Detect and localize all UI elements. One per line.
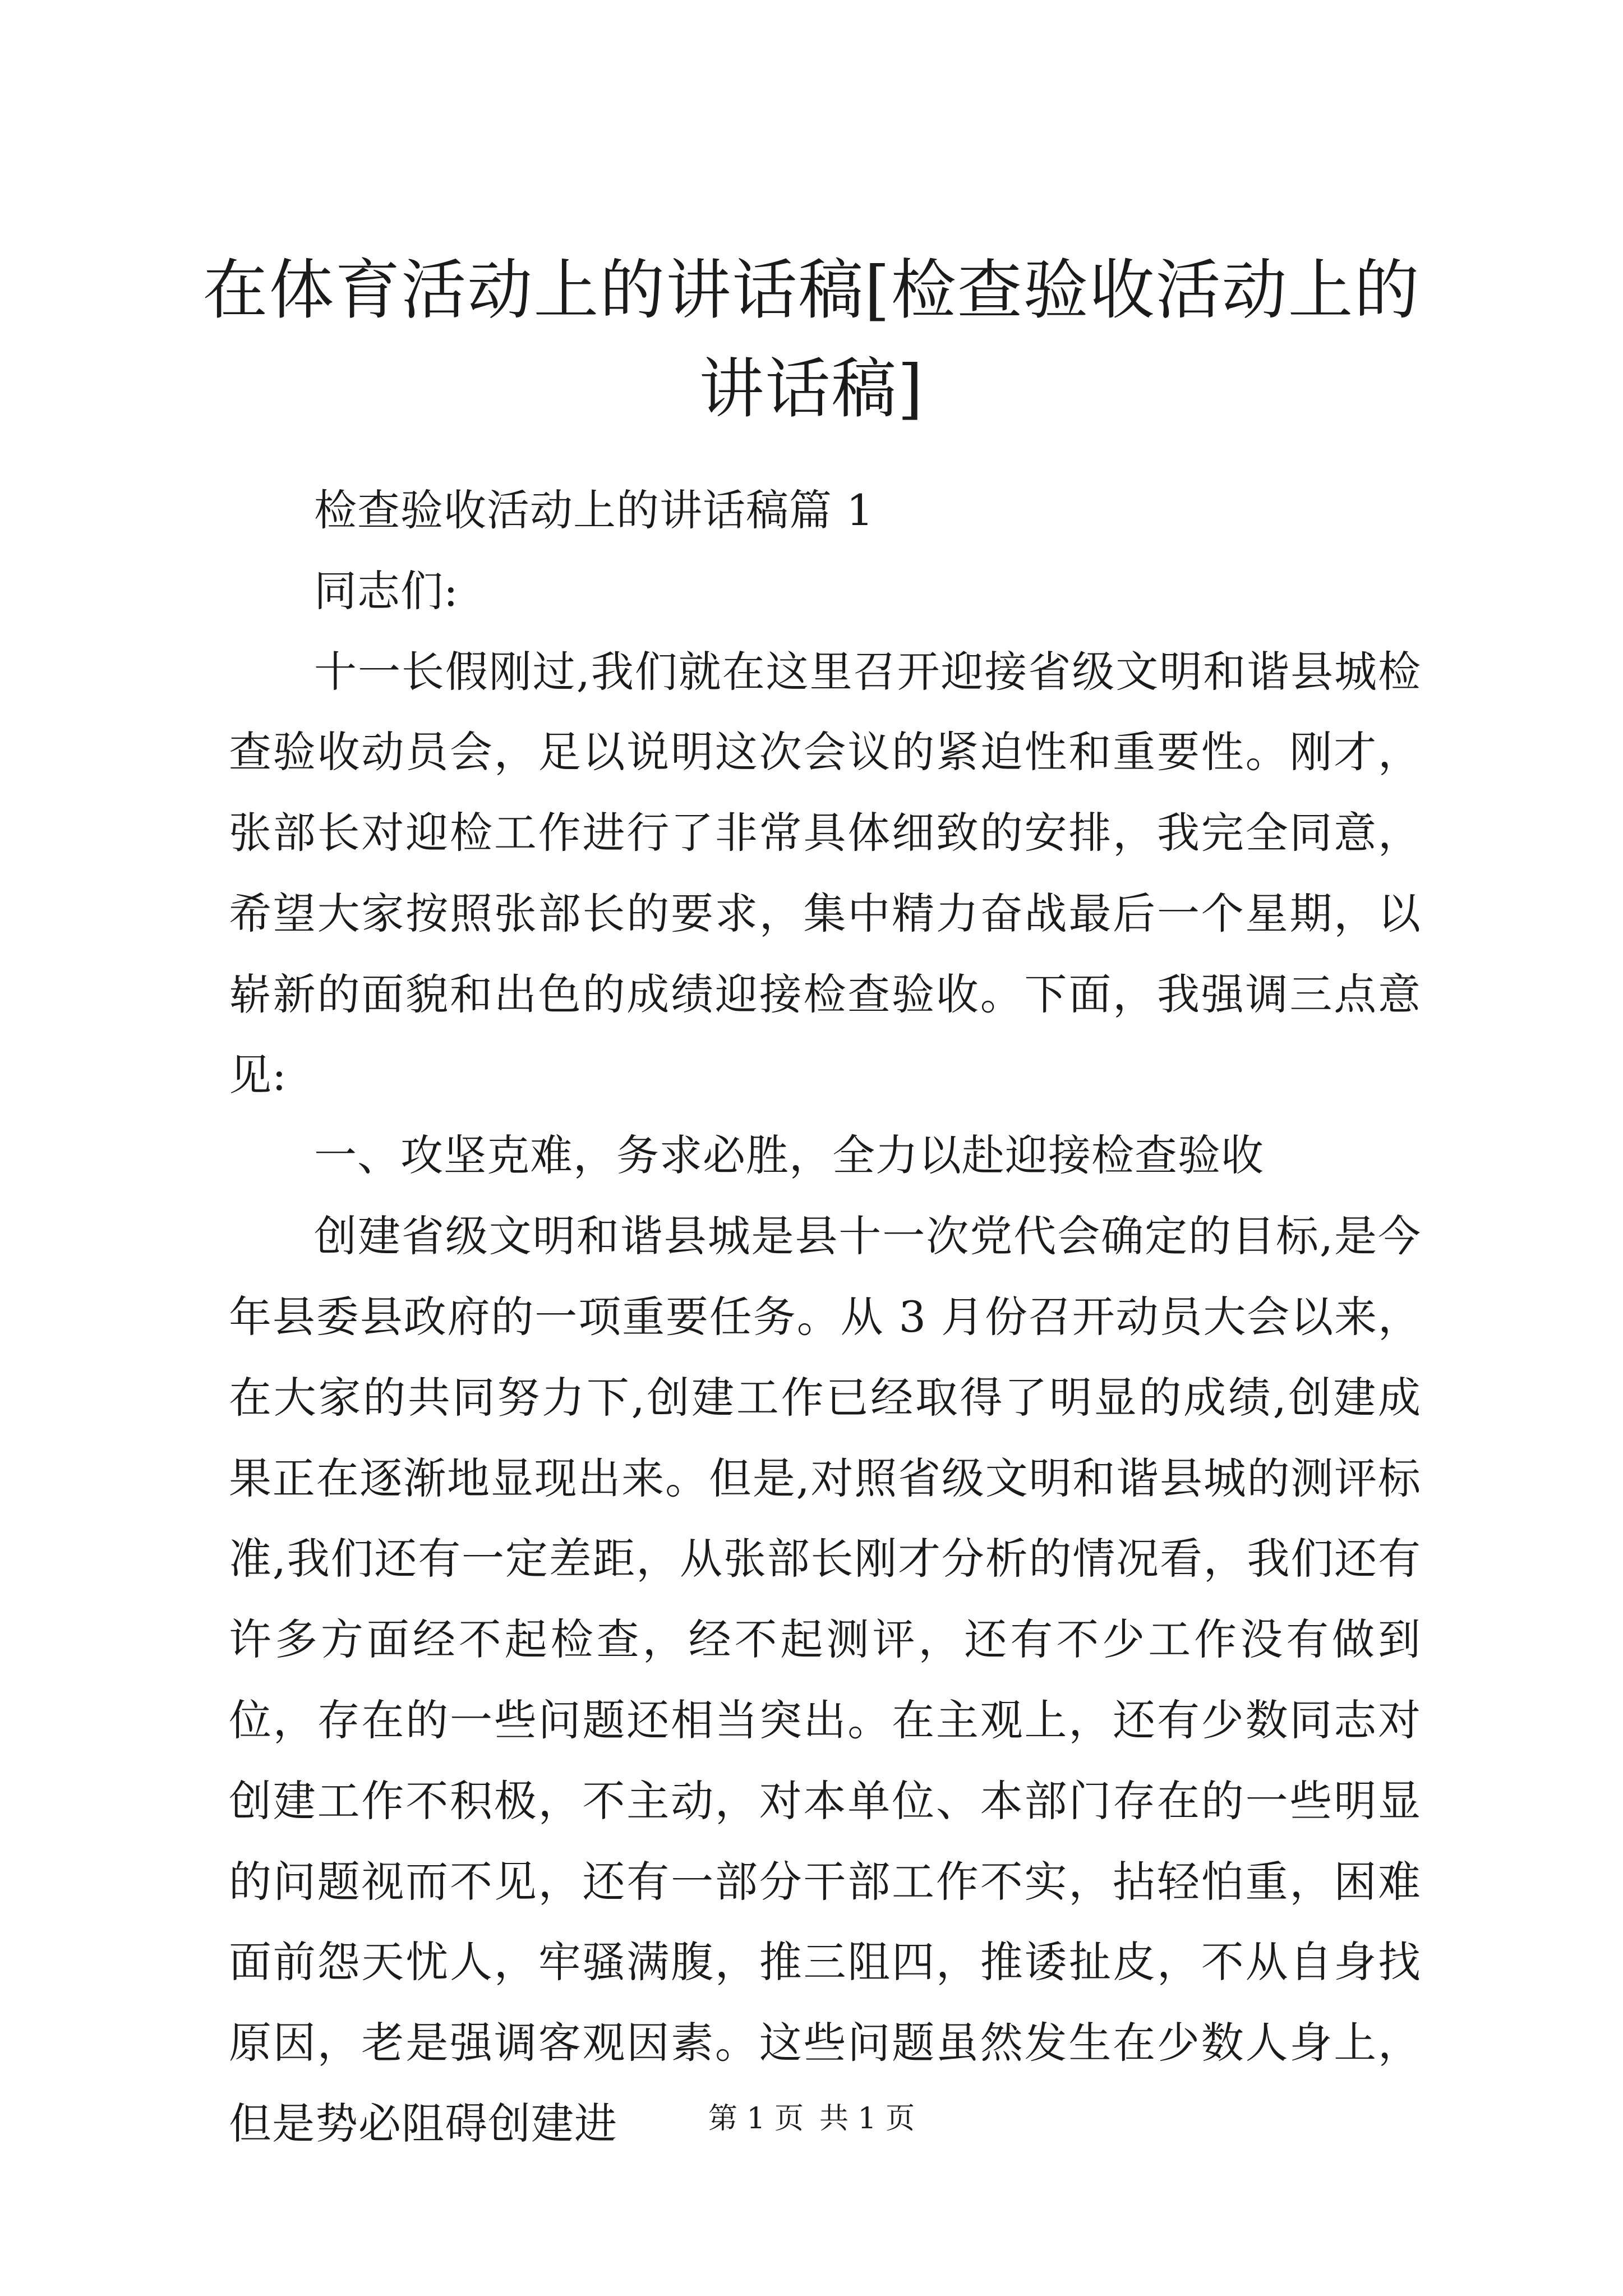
page-number: 第 1 页 (708, 2102, 804, 2136)
salutation: 同志们: (314, 565, 459, 616)
page-footer (0, 2099, 1623, 2138)
page-total: 共 1 页 (819, 2102, 915, 2136)
document-body (229, 470, 1421, 2164)
paragraph: 创建省级文明和谐县城是县十一次党代会确定的目标,是今年县委县政府的一项重要任务。从 3 月份召开动员大会以来，在大家的共同努力下,创建工作已经取得了明显的成绩,创建成果正在逐渐地显现出来。但是,对照省级文明和谐县城的测评标准,我们还有一定差距，从张部长刚才分析的情况看，我们还有许多方面经不起检查，经不起测评，还有不少工作没有做到位，存在的一些问题还相当突出。在主观上，还有少数同志对创建工作不积极，不主动，对本单位、本部门存在的一些明显的问题视而不见，还有一部分干部工作不实，拈轻怕重，困难面前怨天忧人，牢骚满腹，推三阻四，推诿扯皮，不从自身找原因，老是强调客观因素。这些问题虽然发生在少数人身上，但是势必阻碍创建进 (229, 1211, 1421, 2148)
document-title: 在体育活动上的讲话稿[检查验收活动上的讲话稿] (202, 252, 1421, 427)
section-heading: 检查验收活动上的讲话稿篇 1 (314, 485, 874, 535)
paragraph: 十一长假刚过,我们就在这里召开迎接省级文明和谐县城检查验收动员会，足以说明这次会议的紧迫性和重要性。刚才，张部长对迎检工作进行了非常具体细致的安排，我完全同意，希望大家按照张部长的要求，集中精力奋战最后一个星期，以崭新的面貌和出色的成绩迎接检查验收。下面，我强调三点意见: (229, 646, 1421, 1100)
point-heading: 一、攻坚克难，务求必胜，全力以赴迎接检查验收 (314, 1130, 1264, 1181)
